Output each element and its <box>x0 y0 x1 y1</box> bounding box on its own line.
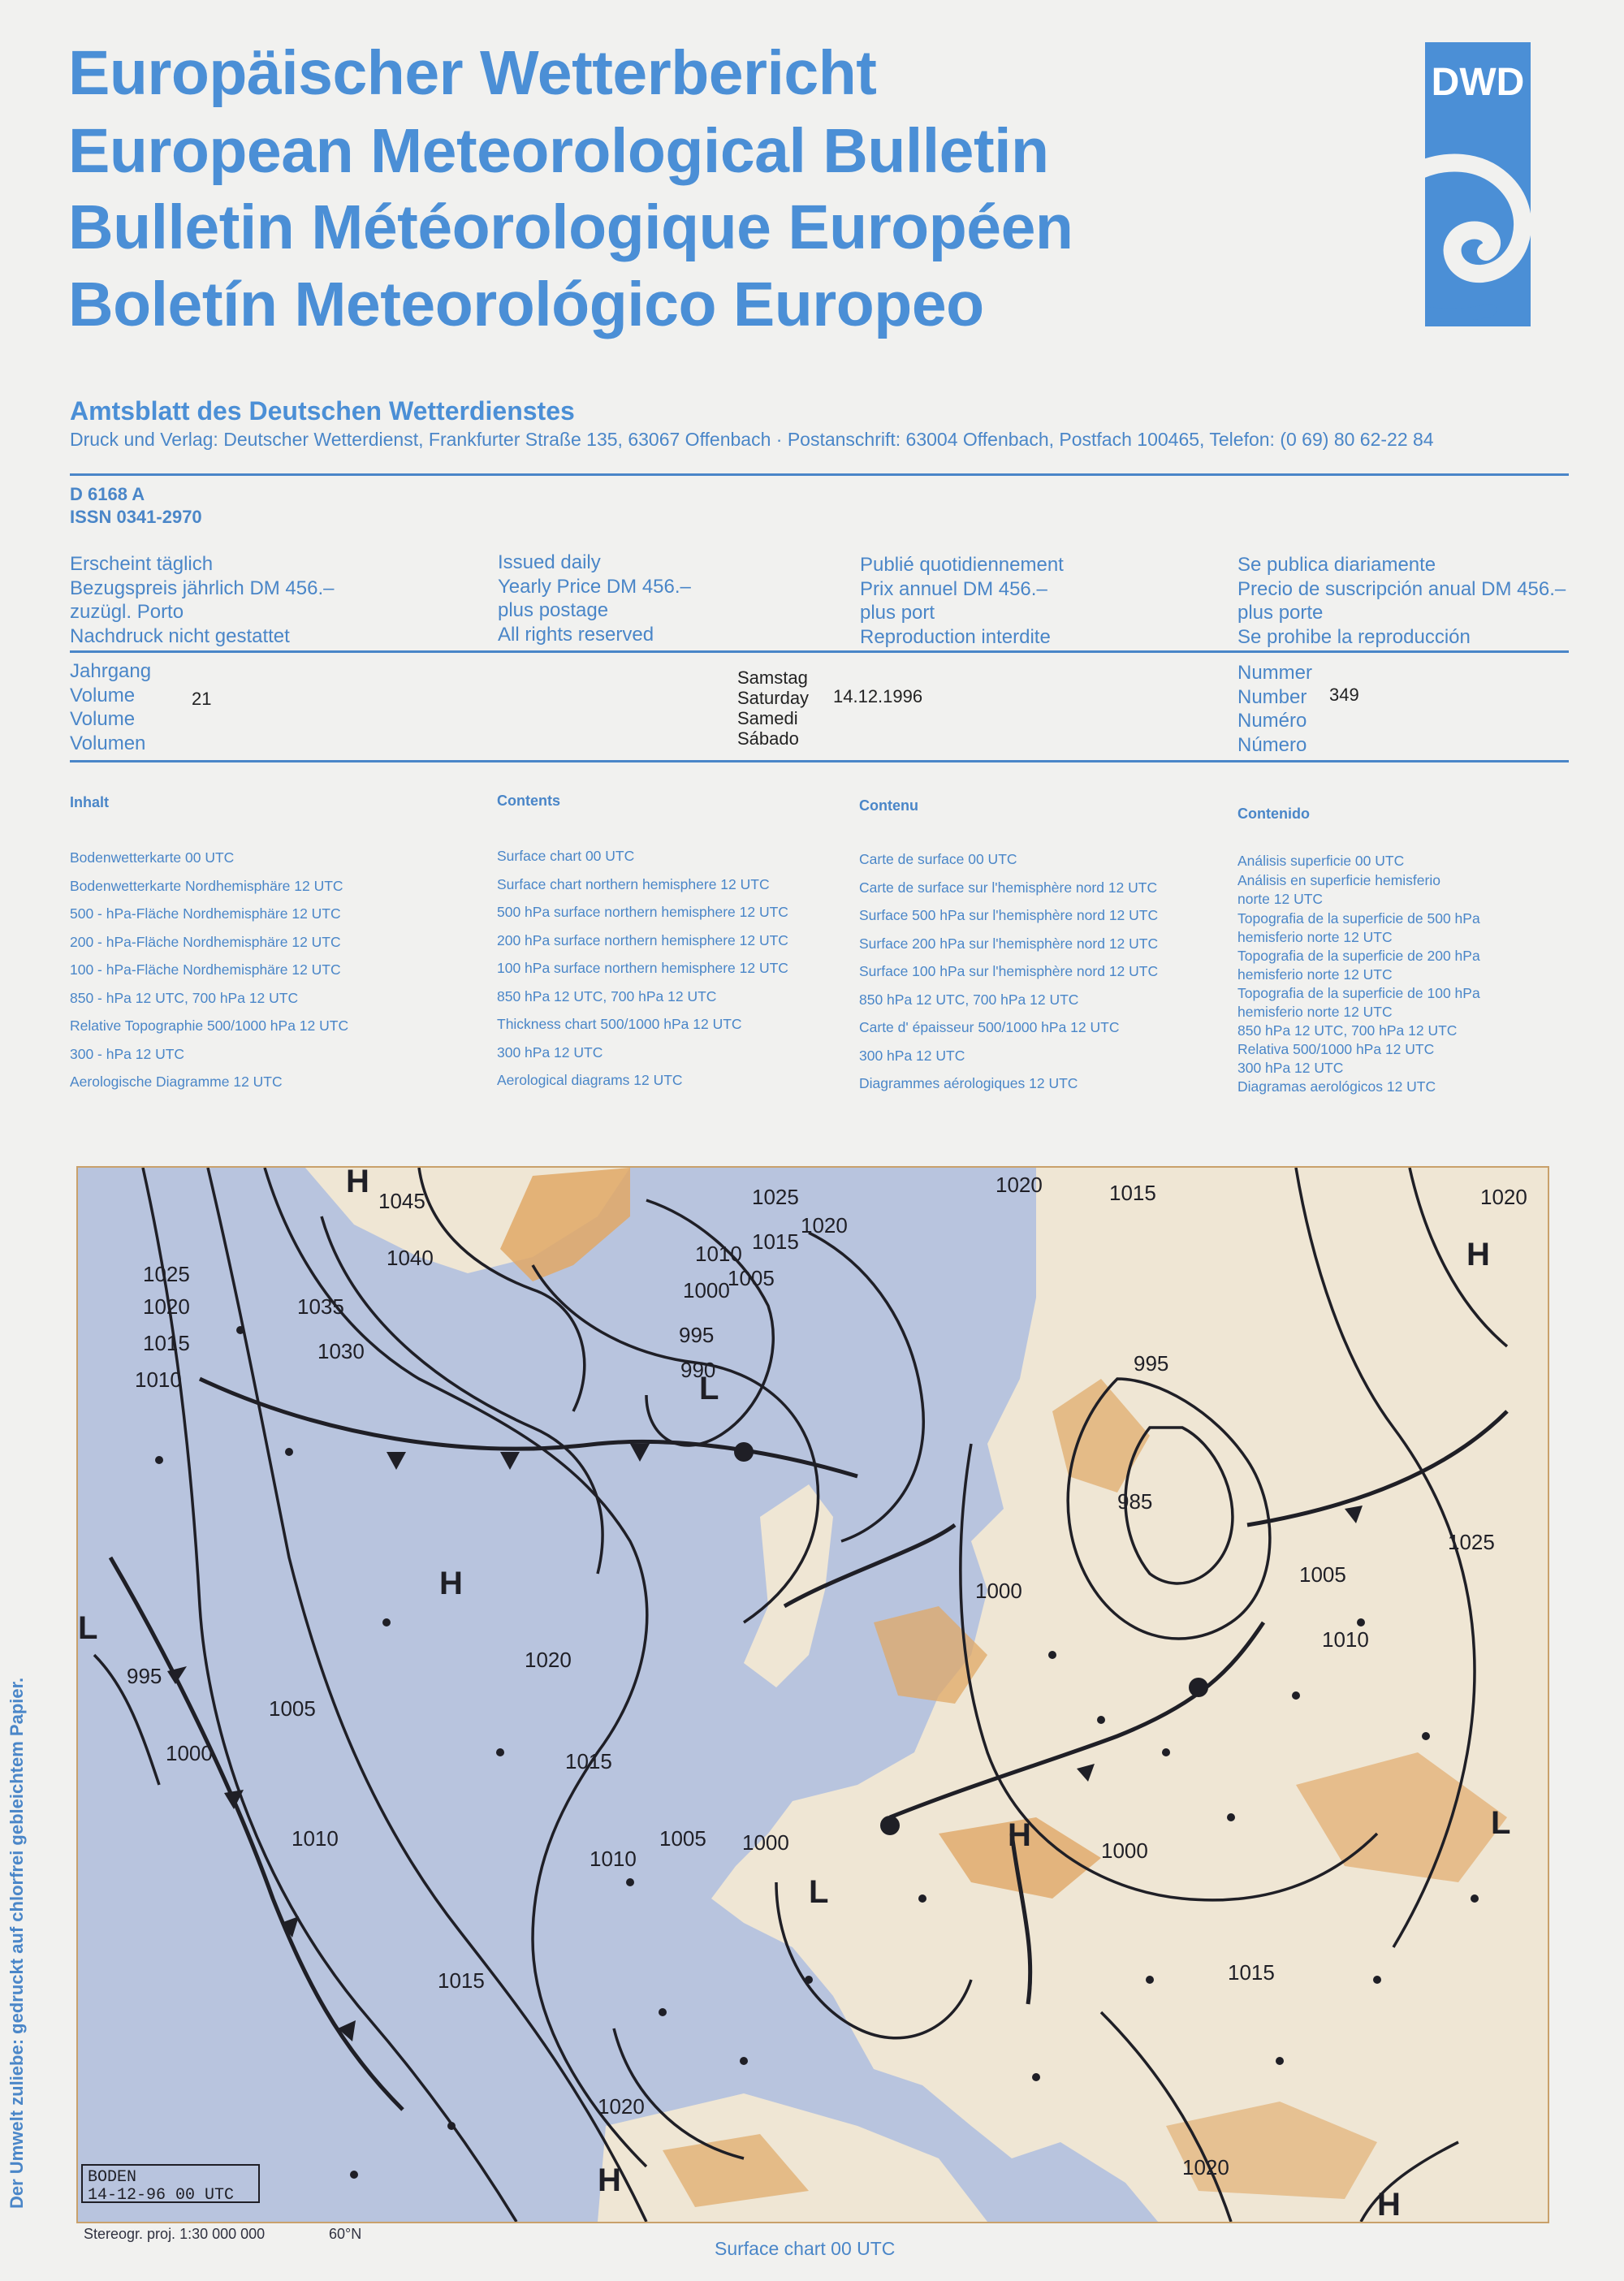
divider <box>70 650 1569 653</box>
volume-labels: Jahrgang Volume Volume Volumen <box>70 660 152 754</box>
svg-text:995: 995 <box>127 1664 162 1688</box>
contents-list-es: Análisis superficie 00 UTC Análisis en superficie hemisferio norte 12 UTC Topografia de la superficie de 500 hPa hemisferio norte 12 UTC Topografia de la superficie de 200 hPa hemisferio norte 12 UTC Topografia de la superficie de 100 hPa hemisferio norte 12 UTC 850 hPa 12 UTC, 700 hPa 12 UTC Relativa 500/1000 hPa 12 UTC 300 hPa 12 UTC Diagramas aerológicos 12 UTC <box>1237 853 1480 1095</box>
map-latitude: 60°N <box>329 2226 362 2242</box>
title-en: European Meteorological Bulletin <box>68 116 1049 186</box>
svg-text:1025: 1025 <box>752 1185 799 1209</box>
publisher-address: Druck und Verlag: Deutscher Wetterdienst, Frankfurter Straße 135, 63067 Offenbach · Postanschrift: 63004 Offenbach, Postfach 100465, Telefon: (0 69) 80 62-22 84 <box>70 429 1434 450</box>
contents-list-en: Surface chart 00 UTC Surface chart northern hemisphere 12 UTC 500 hPa surface northern hemisphere 12 UTC 200 hPa surface northern hemisphere 12 UTC 100 hPa surface northern hemisphere 12 UTC 850 hPa 12 UTC, 700 hPa 12 UTC Thickness chart 500/1000 hPa 12 UTC 300 hPa 12 UTC Aerological diagrams 12 UTC <box>497 848 788 1088</box>
contents-heading-en: Contents <box>497 793 560 809</box>
svg-text:1005: 1005 <box>269 1696 316 1721</box>
divider <box>70 760 1569 762</box>
svg-text:1000: 1000 <box>1101 1838 1148 1863</box>
svg-text:1015: 1015 <box>752 1229 799 1254</box>
map-caption: Surface chart 00 UTC <box>715 2238 896 2259</box>
issue-date: 14.12.1996 <box>833 686 923 706</box>
svg-text:1020: 1020 <box>1480 1185 1527 1209</box>
svg-text:1015: 1015 <box>1228 1960 1275 1985</box>
dwd-logo-text: DWD <box>1431 61 1525 104</box>
map-projection: Stereogr. proj. 1:30 000 000 <box>84 2226 266 2242</box>
d-code: D 6168 A <box>70 484 145 504</box>
svg-text:995: 995 <box>679 1323 715 1347</box>
subscription-de: Erscheint täglich Bezugspreis jährlich DM 456.– zuzügl. Porto Nachdruck nicht gestattet <box>70 553 335 647</box>
svg-text:1020: 1020 <box>598 2094 645 2119</box>
svg-text:1000: 1000 <box>166 1741 213 1765</box>
publisher-title: Amtsblatt des Deutschen Wetterdienstes <box>70 396 575 426</box>
day-labels: Samstag Saturday Samedi Sábado <box>737 667 810 749</box>
dwd-spiral-icon <box>1425 42 1531 326</box>
divider <box>70 473 1569 476</box>
svg-text:985: 985 <box>1117 1489 1153 1514</box>
svg-text:1015: 1015 <box>438 1968 485 1993</box>
svg-text:1020: 1020 <box>996 1173 1043 1197</box>
svg-text:995: 995 <box>1134 1351 1169 1376</box>
title-de: Europäischer Wetterbericht <box>68 38 877 108</box>
svg-text:1005: 1005 <box>659 1826 706 1851</box>
svg-text:1010: 1010 <box>695 1242 742 1266</box>
svg-text:1025: 1025 <box>143 1262 190 1286</box>
number-labels: Nummer Number Numéro Número <box>1237 662 1313 756</box>
svg-text:1000: 1000 <box>683 1278 730 1303</box>
svg-text:H: H <box>439 1566 463 1601</box>
side-note: Der Umwelt zuliebe: gedruckt auf chlorfrei gebleichtem Papier. <box>6 1677 27 2209</box>
issue-number: 349 <box>1329 685 1359 705</box>
svg-text:1030: 1030 <box>317 1339 365 1363</box>
dwd-logo <box>1425 42 1531 326</box>
subscription-en: Issued daily Yearly Price DM 456.– plus postage All rights reserved <box>498 551 691 646</box>
svg-text:1010: 1010 <box>292 1826 339 1851</box>
svg-text:1005: 1005 <box>1299 1562 1346 1587</box>
svg-text:H: H <box>1466 1237 1490 1272</box>
contents-list-fr: Carte de surface 00 UTC Carte de surface sur l'hemisphère nord 12 UTC Surface 500 hPa sur l'hemisphère nord 12 UTC Surface 200 hPa sur l'hemisphère nord 12 UTC Surface 100 hPa sur l'hemisphère nord 12 UTC 850 hPa 12 UTC, 700 hPa 12 UTC Carte d' épaisseur 500/1000 hPa 12 UTC 300 hPa 12 UTC Diagrammes aérologiques 12 UTC <box>859 851 1159 1091</box>
title-fr: Bulletin Météorologique Européen <box>68 192 1073 262</box>
map-label-box <box>82 2165 259 2205</box>
contents-heading-es: Contenido <box>1237 806 1310 822</box>
svg-text:H: H <box>346 1168 369 1199</box>
contents-heading-fr: Contenu <box>859 797 918 814</box>
svg-text:1010: 1010 <box>135 1367 182 1392</box>
svg-text:1045: 1045 <box>378 1189 425 1213</box>
svg-text:1035: 1035 <box>297 1294 344 1319</box>
svg-text:1015: 1015 <box>1109 1181 1156 1205</box>
svg-text:1010: 1010 <box>590 1847 637 1871</box>
map-box-line2: 14-12-96 00 UTC <box>88 2186 235 2205</box>
title-es: Boletín Meteorológico Europeo <box>68 270 984 339</box>
subscription-es: Se publica diariamente Precio de suscripción anual DM 456.– plus porte Se prohibe la reproducción <box>1237 554 1566 648</box>
issn: ISSN 0341-2970 <box>70 507 202 527</box>
svg-text:H: H <box>1377 2187 1401 2222</box>
svg-text:L: L <box>1491 1805 1511 1841</box>
map-graphic <box>78 1168 1548 2222</box>
contents-list-de: Bodenwetterkarte 00 UTC Bodenwetterkarte Nordhemisphäre 12 UTC 500 - hPa-Fläche Nordhemisphäre 12 UTC 200 - hPa-Fläche Nordhemisphäre 12 UTC 100 - hPa-Fläche Nordhemisphäre 12 UTC 850 - hPa 12 UTC, 700 hPa 12 UTC Relative Topographie 500/1000 hPa 12 UTC 300 - hPa 12 UTC Aerologische Diagramme 12 UTC <box>70 849 349 1090</box>
svg-text:L: L <box>78 1610 98 1646</box>
svg-text:1040: 1040 <box>387 1246 434 1270</box>
svg-text:H: H <box>598 2162 621 2198</box>
svg-text:990: 990 <box>680 1358 716 1382</box>
svg-text:1015: 1015 <box>565 1749 612 1773</box>
svg-text:1020: 1020 <box>143 1294 190 1319</box>
contents-heading-de: Inhalt <box>70 794 109 810</box>
surface-weather-map <box>76 1166 1549 2223</box>
svg-text:1000: 1000 <box>975 1579 1022 1603</box>
svg-text:L: L <box>809 1874 829 1910</box>
svg-text:1005: 1005 <box>728 1266 775 1290</box>
subscription-fr: Publié quotidiennement Prix annuel DM 456.– plus port Reproduction interdite <box>860 554 1064 648</box>
land-masses <box>305 1168 1548 2222</box>
svg-text:1020: 1020 <box>801 1213 848 1238</box>
svg-text:L: L <box>699 1371 719 1406</box>
svg-text:1010: 1010 <box>1322 1627 1369 1652</box>
svg-text:1020: 1020 <box>1182 2155 1229 2179</box>
map-box-line1: BODEN <box>88 2168 137 2187</box>
volume-value: 21 <box>192 689 212 709</box>
svg-text:1020: 1020 <box>525 1648 572 1672</box>
svg-text:H: H <box>1008 1817 1031 1853</box>
svg-text:1000: 1000 <box>742 1830 789 1855</box>
svg-text:1025: 1025 <box>1448 1530 1495 1554</box>
svg-text:1015: 1015 <box>143 1331 190 1355</box>
